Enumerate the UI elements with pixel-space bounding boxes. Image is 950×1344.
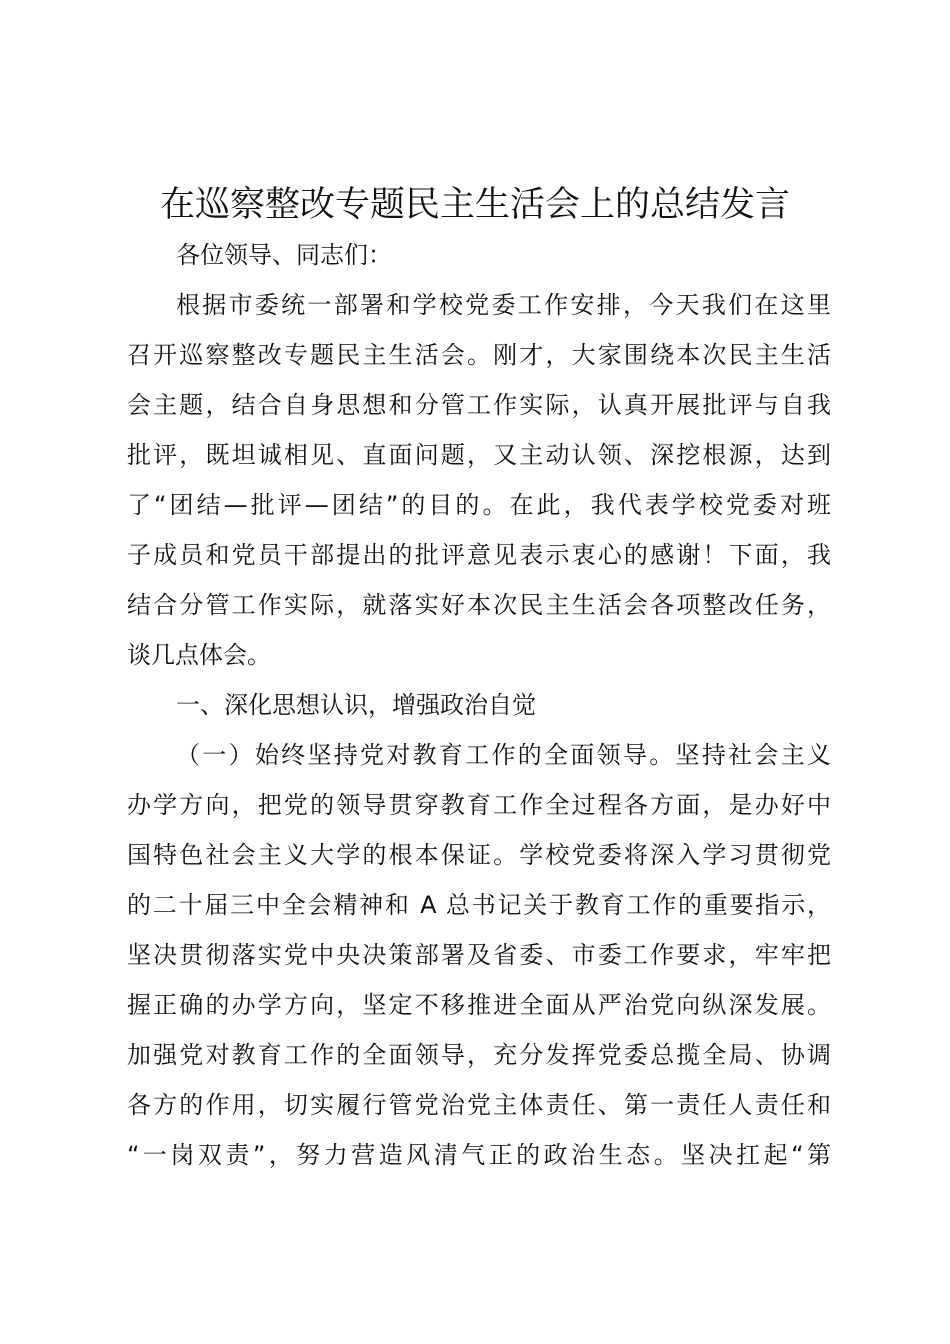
paragraph1-line-2: 召开巡察整改专题民主生活会。刚才，大家围绕本次民主生活 (127, 341, 831, 369)
paragraph1-line-1: 根据市委统一部署和学校党委工作安排，今天我们在这里 (176, 291, 831, 319)
paragraph1-line-3: 会主题，结合自身思想和分管工作实际，认真开展批评与自我 (127, 391, 831, 419)
salutation: 各位领导、同志们： (176, 241, 392, 269)
paragraph2-line-5: 坚决贯彻落实党中央决策部署及省委、市委工作要求，牢牢把 (127, 941, 831, 969)
document-title: 在巡察整改专题民主生活会上的总结发言 (159, 185, 790, 225)
paragraph2-line-1: （一）始终坚持党对教育工作的全面领导。坚持社会主义 (176, 741, 831, 769)
paragraph2-line-9: “一岗双责”，努力营造风清气正的政治生态。坚决扛起“第 (127, 1141, 831, 1169)
paragraph2-line-7: 加强党对教育工作的全面领导，充分发挥党委总揽全局、协调 (127, 1041, 831, 1069)
paragraph2-line-2: 办学方向，把党的领导贯穿教育工作全过程各方面，是办好中 (127, 791, 831, 819)
paragraph2-line-4: 的二十届三中全会精神和 A 总书记关于教育工作的重要指示， (127, 891, 831, 919)
paragraph2-line-6: 握正确的办学方向，坚定不移推进全面从严治党向纵深发展。 (127, 991, 831, 1019)
paragraph1-line-5: 了“团结—批评—团结”的目的。在此，我代表学校党委对班 (127, 491, 831, 519)
paragraph1-line-8: 谈几点体会。 (127, 641, 271, 669)
paragraph2-line-3: 国特色社会主义大学的根本保证。学校党委将深入学习贯彻党 (127, 841, 831, 869)
paragraph1-line-4: 批评，既坦诚相见、直面问题，又主动认领、深挖根源，达到 (127, 441, 831, 469)
section-heading-1: 一、深化思想认识，增强政治自觉 (176, 691, 536, 719)
paragraph1-line-6: 子成员和党员干部提出的批评意见表示衷心的感谢！下面，我 (127, 541, 831, 569)
paragraph1-line-7: 结合分管工作实际，就落实好本次民主生活会各项整改任务， (127, 591, 831, 619)
paragraph2-line-8: 各方的作用，切实履行管党治党主体责任、第一责任人责任和 (127, 1091, 831, 1119)
